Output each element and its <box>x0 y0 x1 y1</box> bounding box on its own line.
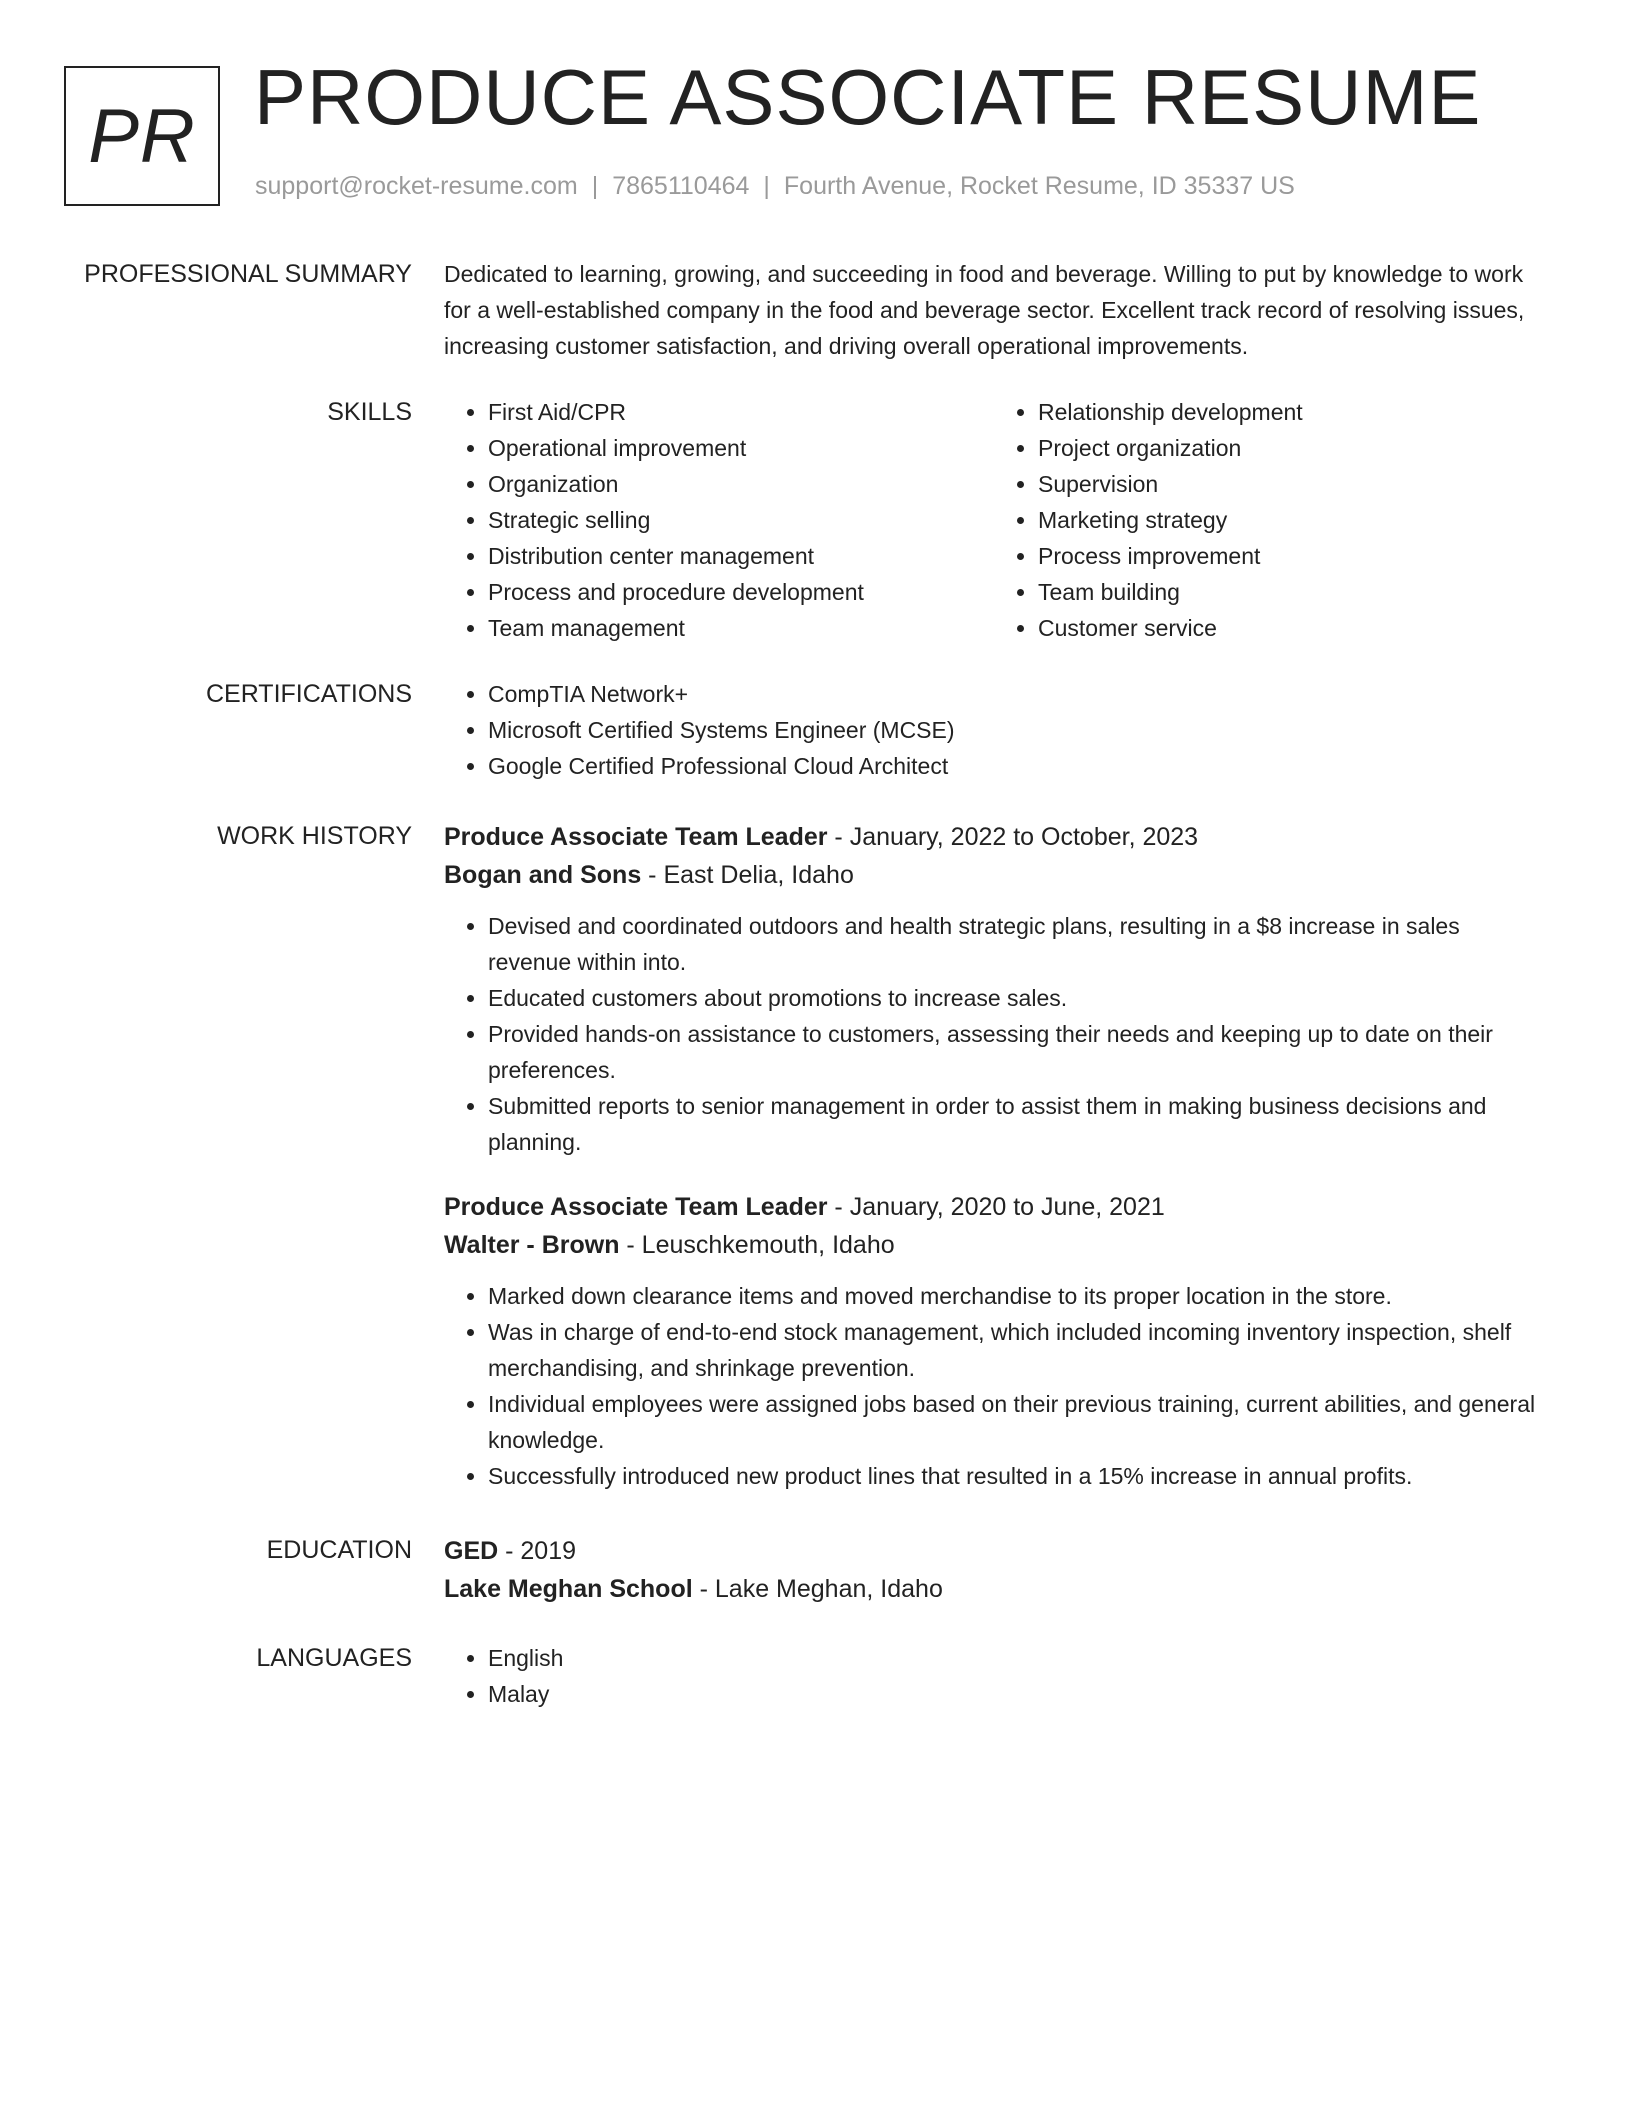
job-title: Produce Associate Team Leader <box>444 1193 828 1221</box>
section-body <box>444 1640 1544 1712</box>
list-item: • Educated customers about promotions to increase sales. <box>488 980 1544 1016</box>
job-title-line <box>444 818 1544 856</box>
job-bullets <box>444 908 1544 1160</box>
certifications-list <box>444 676 1544 784</box>
list-item: • Strategic selling <box>488 502 994 538</box>
education-school-line <box>444 1570 1544 1608</box>
section-label: CERTIFICATIONS <box>205 680 412 708</box>
section-label: LANGUAGES <box>256 1644 412 1672</box>
skills-columns <box>444 394 1544 646</box>
contact-phone: 7865110464 <box>612 172 750 200</box>
section-body <box>444 394 1544 646</box>
list-item: • Operational improvement <box>488 430 994 466</box>
section-body <box>444 676 1544 784</box>
list-item: • Organization <box>488 466 994 502</box>
list-item: • Google Certified Professional Cloud Architect <box>488 748 1544 784</box>
section-body <box>444 256 1544 364</box>
education-degree: GED <box>444 1537 499 1565</box>
list-item: • Process improvement <box>1038 538 1544 574</box>
list-item: • Marketing strategy <box>1038 502 1544 538</box>
list-item: • Successfully introduced new product lines that resulted in a 15% increase in annual profits. <box>488 1458 1544 1494</box>
list-item: • Customer service <box>1038 610 1544 646</box>
list-item: • Submitted reports to senior management in order to assist them in making business decisions and planning. <box>488 1088 1544 1160</box>
job-entry <box>444 1188 1544 1494</box>
education-location: - Lake Meghan, Idaho <box>692 1575 943 1603</box>
list-item: • English <box>488 1640 1544 1676</box>
education-year: - 2019 <box>498 1537 577 1565</box>
list-item: • First Aid/CPR <box>488 394 994 430</box>
list-item: • Individual employees were assigned jobs based on their previous training, current abilities, and general knowledge. <box>488 1386 1544 1458</box>
list-item: • CompTIA Network+ <box>488 676 1544 712</box>
contact-address: Fourth Avenue, Rocket Resume, ID 35337 US <box>783 172 1295 200</box>
skills-list-left <box>444 394 994 646</box>
job-company-line <box>444 856 1544 894</box>
job-bullets <box>444 1278 1544 1494</box>
contact-separator: | <box>763 172 770 200</box>
list-item: • Microsoft Certified Systems Engineer (MCSE) <box>488 712 1544 748</box>
education-degree-line <box>444 1532 1544 1570</box>
job-entry <box>444 818 1544 1160</box>
list-item: • Relationship development <box>1038 394 1544 430</box>
list-item: • Devised and coordinated outdoors and health strategic plans, resulting in a $8 increase in sales revenue within into. <box>488 908 1544 980</box>
job-company: Walter - Brown <box>444 1231 620 1259</box>
contact-line <box>255 174 1295 199</box>
list-item: • Marked down clearance items and moved merchandise to its proper location in the store. <box>488 1278 1544 1314</box>
job-dates: - January, 2020 to June, 2021 <box>827 1193 1165 1221</box>
list-item: • Team management <box>488 610 994 646</box>
skills-list-right <box>994 394 1544 646</box>
summary-text: Dedicated to learning, growing, and succeeding in food and beverage. Willing to put by knowledge to work for a well-established company in the food and beverage sector. Excellent track record of resolving issues, increasing customer satisfaction, and driving overall operational improvements. <box>444 261 1525 359</box>
resume-title: PRODUCE ASSOCIATE RESUME <box>254 53 1482 141</box>
languages-list <box>444 1640 1544 1712</box>
list-item: • Project organization <box>1038 430 1544 466</box>
job-title-line <box>444 1188 1544 1226</box>
section-label: EDUCATION <box>266 1536 412 1564</box>
job-company-line <box>444 1226 1544 1264</box>
list-item: • Team building <box>1038 574 1544 610</box>
job-location: - Leuschkemouth, Idaho <box>619 1231 895 1259</box>
section-label: PROFESSIONAL SUMMARY <box>84 260 412 288</box>
list-item: • Process and procedure development <box>488 574 994 610</box>
contact-email: support@rocket-resume.com <box>255 172 578 200</box>
section-body <box>444 818 1544 1494</box>
monogram-initials: PR <box>88 93 196 179</box>
list-item: • Distribution center management <box>488 538 994 574</box>
job-title: Produce Associate Team Leader <box>444 823 828 851</box>
list-item: • Malay <box>488 1676 1544 1712</box>
job-dates: - January, 2022 to October, 2023 <box>827 823 1199 851</box>
job-location: - East Delia, Idaho <box>641 861 854 889</box>
education-school: Lake Meghan School <box>444 1575 693 1603</box>
section-body <box>444 1532 1544 1608</box>
list-item: • Supervision <box>1038 466 1544 502</box>
monogram-badge <box>64 66 220 206</box>
list-item: • Provided hands-on assistance to customers, assessing their needs and keeping up to date on their preferences. <box>488 1016 1544 1088</box>
job-company: Bogan and Sons <box>444 861 642 889</box>
section-label: WORK HISTORY <box>217 822 412 850</box>
contact-separator: | <box>591 172 599 200</box>
section-label: SKILLS <box>327 398 412 426</box>
list-item: • Was in charge of end-to-end stock management, which included incoming inventory inspection, shelf merchandising, and shrinkage prevention. <box>488 1314 1544 1386</box>
